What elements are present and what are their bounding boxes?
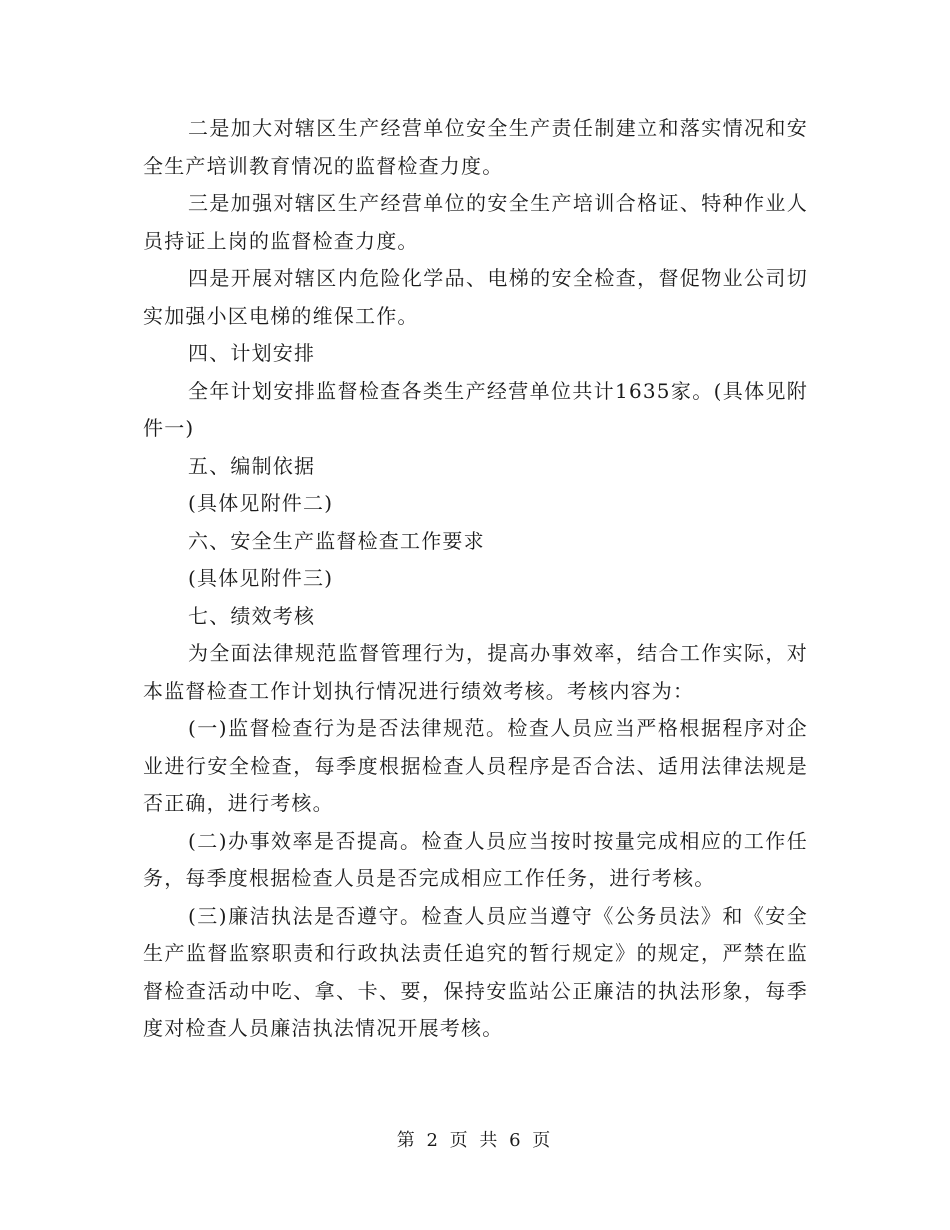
- paragraph-item-3: 三是加强对辖区生产经营单位的安全生产培训合格证、特种作业人员持证上岗的监督检查力度。: [143, 191, 808, 253]
- assessment-item-1: (一)监督检查行为是否法律规范。检查人员应当严格根据程序对企业进行安全检查，每季度根据检查人员程序是否合法、适用法律法规是否正确，进行考核。: [143, 716, 808, 815]
- paragraph-item-2: 二是加大对辖区生产经营单位安全生产责任制建立和落实情况和安全生产培训教育情况的监督检查力度。: [143, 116, 808, 178]
- paragraph-item-4: 四是开展对辖区内危险化学品、电梯的安全检查，督促物业公司切实加强小区电梯的维保工作。: [143, 266, 808, 328]
- assessment-intro: 为全面法律规范监督管理行为，提高办事效率，结合工作实际，对本监督检查工作计划执行情况进行绩效考核。考核内容为：: [143, 641, 808, 703]
- assessment-item-3: (三)廉洁执法是否遵守。检查人员应当遵守《公务员法》和《安全生产监督监察职责和行政执法责任追究的暂行规定》的规定，严禁在监督检查活动中吃、拿、卡、要，保持安监站公正廉洁的执法形象，每季度对检查人员廉洁执法情况开展考核。: [143, 903, 808, 1040]
- document-body: [143, 110, 808, 1048]
- assessment-item-2: (二)办事效率是否提高。检查人员应当按时按量完成相应的工作任务，每季度根据检查人员是否完成相应工作任务，进行考核。: [143, 828, 808, 890]
- basis-reference: (具体见附件二): [188, 491, 334, 515]
- section-heading-plan: 四、计划安排: [188, 341, 316, 365]
- section-heading-assessment: 七、绩效考核: [188, 603, 316, 628]
- section-heading-basis: 五、编制依据: [188, 453, 316, 478]
- requirements-reference: (具体见附件三): [188, 566, 334, 590]
- page-number-footer: 第 2 页 共 6 页: [396, 1130, 554, 1151]
- plan-paragraph: 全年计划安排监督检查各类生产经营单位共计1635家。(具体见附件一): [143, 378, 808, 440]
- section-heading-requirements: 六、安全生产监督检查工作要求: [188, 528, 485, 553]
